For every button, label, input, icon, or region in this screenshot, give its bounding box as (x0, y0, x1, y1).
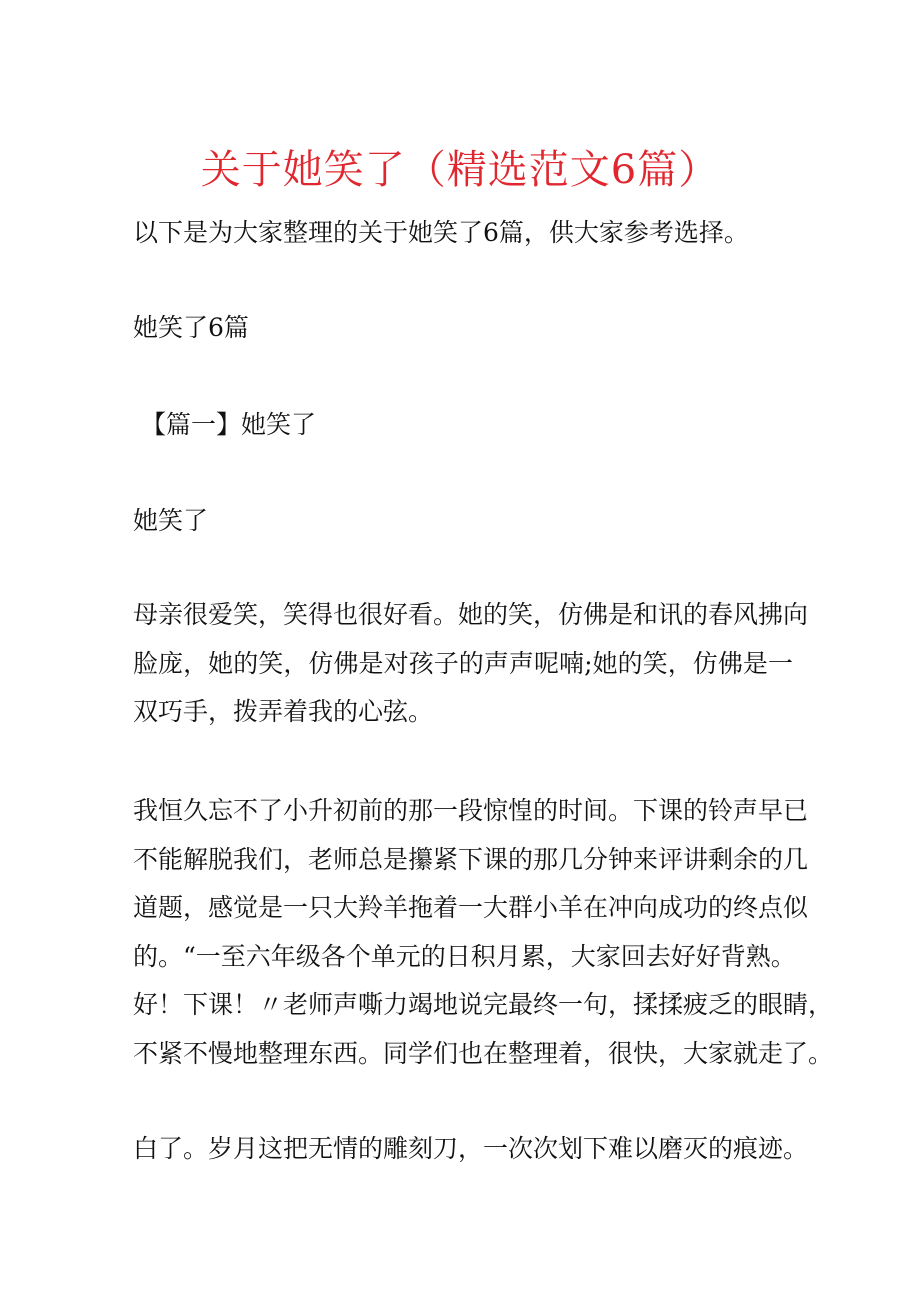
paragraph-line: 道题，感觉是一只大羚羊拖着一大群小羊在冲向成功的终点似 (133, 893, 809, 922)
collection-heading: 她笑了6篇 (133, 313, 249, 342)
paragraph-1 (133, 591, 809, 737)
paragraph-line: 好！下课！〃老师声嘶力竭地说完最终一句，揉揉疲乏的眼睛， (133, 990, 834, 1019)
document-title: 关于她笑了（精选范文6篇） (200, 147, 720, 193)
paragraph-3: 白了。岁月这把无情的雕刻刀，一次次划下难以磨灭的痕迹。 (133, 1134, 809, 1163)
paragraph-line: 脸庞，她的笑，仿佛是对孩子的声声呢喃;她的笑，仿佛是一 (133, 648, 793, 678)
paragraph-line: 不紧不慢地整理东西。同学们也在整理着，很快，大家就走了。 (133, 1038, 834, 1068)
paragraph-line: 不能解脱我们，老师总是攥紧下课的那几分钟来评讲剩余的几 (133, 844, 809, 874)
article-title: 她笑了 (133, 506, 209, 535)
paragraph-2 (133, 787, 834, 1078)
section-heading: 【篇一】她笑了 (141, 410, 317, 439)
paragraph-line: 双巧手，拨弄着我的心弦。 (133, 697, 434, 726)
intro-text: 以下是为大家整理的关于她笑了6篇，供大家参考选择。 (133, 218, 749, 247)
paragraph-line: 的。“一至六年级各个单元的日积月累，大家回去好好背熟。 (133, 941, 796, 971)
paragraph-line: 我恒久忘不了小升初前的那一段惊惶的时间。下课的铃声早已 (133, 796, 809, 825)
paragraph-line: 母亲很爱笑，笑得也很好看。她的笑，仿佛是和讯的春风拂向 (133, 600, 809, 629)
